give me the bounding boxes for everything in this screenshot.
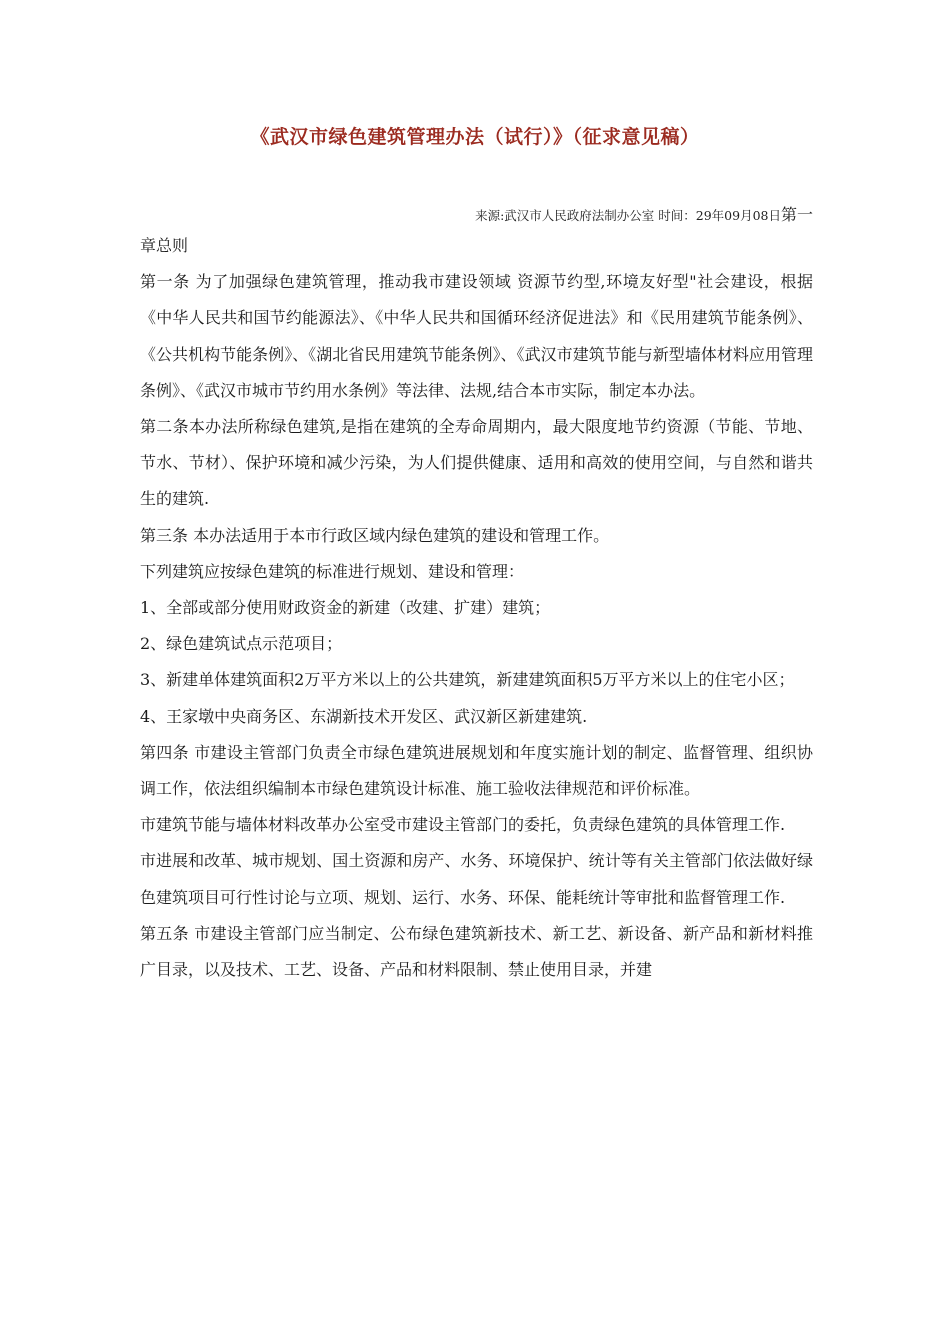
- chapter-heading-start: 第一: [780, 205, 813, 224]
- list-item-4: 4、王家墩中央商务区、东湖新技术开发区、武汉新区新建建筑.: [140, 706, 588, 726]
- paragraph-departments-duty: 市进展和改革、城市规划、国土资源和房产、水务、环境保护、统计等有关主管部门依法做好绿色建筑项目可行性讨论与立项、规划、运行、水务、环保、能耗统计等审批和监督管理工作.: [140, 851, 813, 907]
- paragraph-office-duty: 市建筑节能与墙体材料改革办公室受市建设主管部门的委托，负责绿色建筑的具体管理工作.: [140, 815, 786, 835]
- chapter-heading-end: 章总则: [140, 236, 189, 255]
- paragraph-article-5: 第五条 市建设主管部门应当制定、公布绿色建筑新技术、新工艺、新设备、新产品和新材料推广目录，以及技术、工艺、设备、产品和材料限制、禁止使用目录，并建: [140, 923, 813, 980]
- list-item-1: 1、全部或部分使用财政资金的新建（改建、扩建）建筑；: [140, 598, 551, 618]
- paragraph-scope-intro: 下列建筑应按绿色建筑的标准进行规划、建设和管理：: [140, 561, 525, 581]
- paragraph-article-2: 第二条本办法所称绿色建筑,是指在建筑的全寿命周期内，最大限度地节约资源（节能、节地、节水、节材）、保护环境和减少污染，为人们提供健康、适用和高效的使用空间，与自然和谐共生的建筑.: [140, 417, 813, 509]
- source-meta: 来源:武汉市人民政府法制办公室 时间：29年09月08日: [475, 208, 781, 223]
- paragraph-article-4: 第四条 市建设主管部门负责全市绿色建筑进展规划和年度实施计划的制定、监督管理、组织协调工作，依法组织编制本市绿色建筑设计标准、施工验收法律规范和评价标准。: [140, 742, 813, 799]
- list-item-3: 3、新建单体建筑面积2万平方米以上的公共建筑，新建建筑面积5万平方米以上的住宅小区；: [140, 670, 795, 690]
- list-item-2: 2、绿色建筑试点示范项目；: [140, 634, 343, 654]
- source-meta-line: [0, 202, 813, 225]
- document-body: [140, 228, 813, 988]
- document-title: 《武汉市绿色建筑管理办法（试行）》（征求意见稿）: [250, 126, 700, 148]
- paragraph-article-1: 第一条 为了加强绿色建筑管理，推动我市建设领域 资源节约型,环境友好型"社会建设，根据《中华人民共和国节约能源法》、《中华人民共和国循环经济促进法》和《民用建筑节能条例》、《公共机构节能条例》、《湖北省民用建筑节能条例》、《武汉市建筑节能与新型墙体材料应用管理条例》、《武汉市城市节约用水条例》等法律、法规,结合本市实际，制定本办法。: [140, 272, 813, 400]
- paragraph-article-3: 第三条 本办法适用于本市行政区域内绿色建筑的建设和管理工作。: [140, 525, 610, 545]
